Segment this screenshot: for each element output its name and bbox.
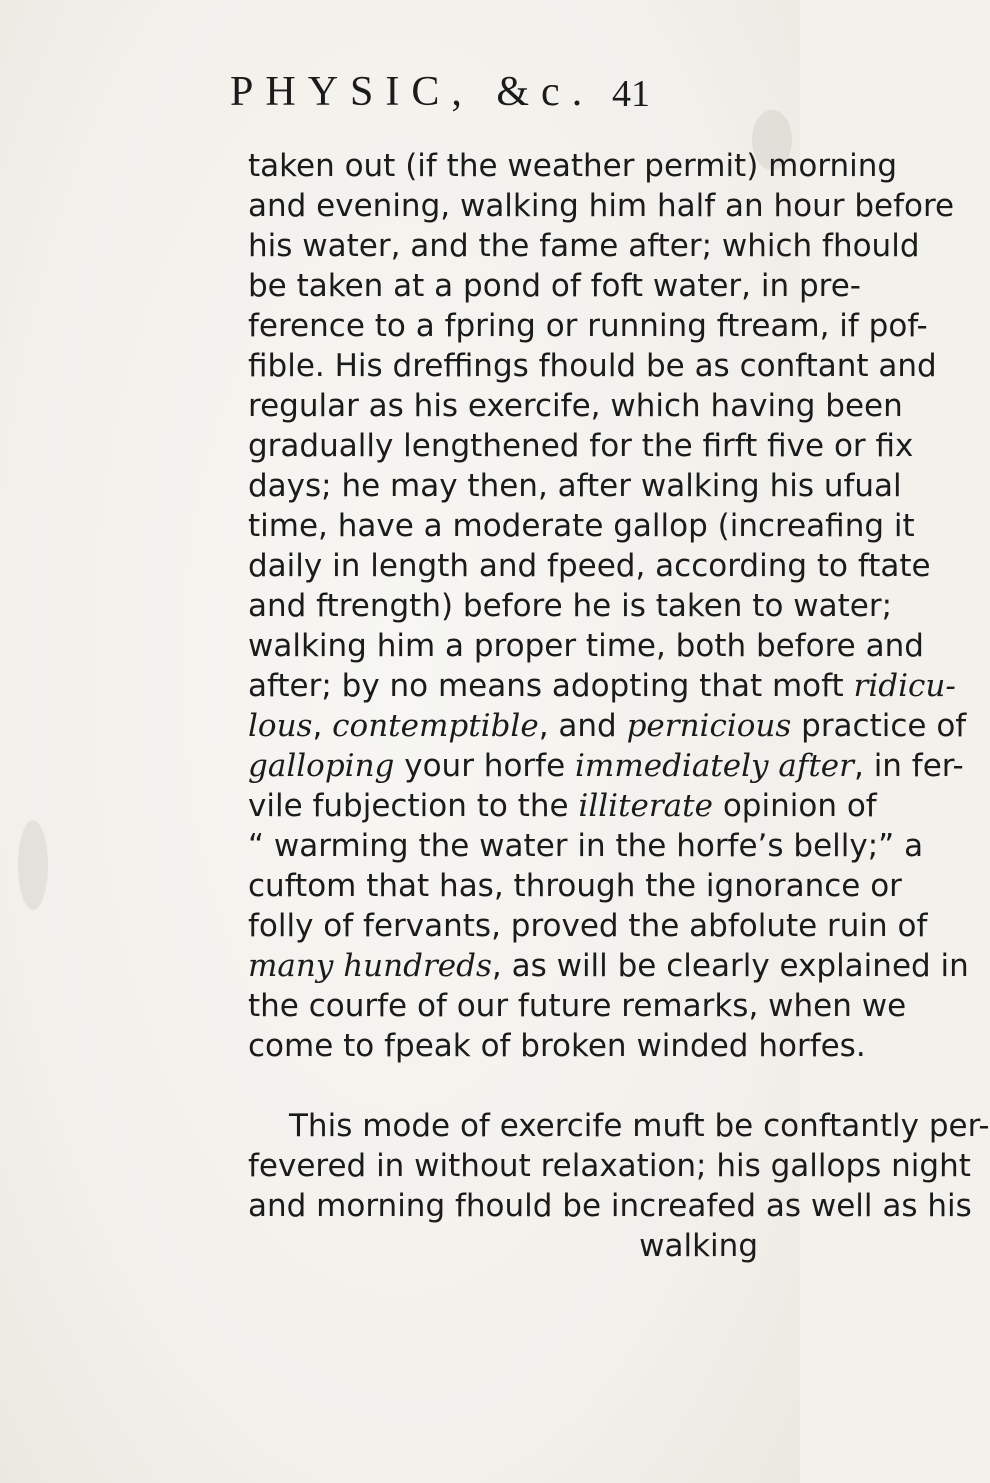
text-line: and ftrength) before he is taken to water; xyxy=(248,588,893,624)
text-line: This mode of exercife muft be conftantly per- xyxy=(289,1108,990,1144)
text-line: “ warming the water in the horfe’s belly;” a xyxy=(248,828,924,864)
italic-word: galloping xyxy=(248,748,395,784)
text-line xyxy=(248,746,964,786)
text-line: the courfe of our future remarks, when we xyxy=(248,988,907,1024)
italic-word: pernicious xyxy=(626,708,792,744)
text-run: practice of xyxy=(791,708,967,744)
text-line: fevered in without relaxation; his gallops night xyxy=(248,1148,971,1184)
text-line xyxy=(248,666,956,706)
text-run: , xyxy=(312,708,333,744)
text-line: walking him a proper time, both before and xyxy=(248,628,924,664)
text-line: be taken at a pond of foft water, in pre- xyxy=(248,268,861,304)
text-line: time, have a moderate gallop (increafing it xyxy=(248,508,915,544)
text-line: and morning fhould be increafed as well as his xyxy=(248,1188,972,1224)
text-run: after; by no means adopting that moft xyxy=(248,668,854,704)
catchword: walking xyxy=(639,1228,758,1264)
text-line: daily in length and fpeed, according to ftate xyxy=(248,548,931,584)
text-line: days; he may then, after walking his ufual xyxy=(248,468,902,504)
italic-word: lous xyxy=(248,708,313,744)
italic-word: ridicu- xyxy=(853,668,956,704)
text-line: and evening, walking him half an hour before xyxy=(248,188,955,224)
text-run: , and xyxy=(538,708,627,744)
text-run: your horfe xyxy=(394,748,576,784)
page-number: 41 xyxy=(612,73,650,115)
text-line: regular as his exercife, which having been xyxy=(248,388,903,424)
text-run: vile fubjection to the xyxy=(248,788,579,824)
text-line: cuftom that has, through the ignorance or xyxy=(248,868,902,904)
italic-word: contemptible xyxy=(332,708,539,744)
text-run: , as will be clearly explained in xyxy=(491,948,969,984)
italic-word: many hundreds xyxy=(248,948,492,984)
text-line: gradually lengthened for the firft five or fix xyxy=(248,428,914,464)
text-line: folly of fervants, proved the abfolute ruin of xyxy=(248,908,928,944)
text-line xyxy=(248,946,969,986)
italic-word: immediately after xyxy=(575,748,854,784)
text-line: fible. His dreffings fhould be as conftant and xyxy=(248,348,937,384)
text-line: come to fpeak of broken winded horfes. xyxy=(248,1028,866,1064)
text-line xyxy=(248,706,967,746)
italic-word: illiterate xyxy=(578,788,713,824)
text-run: opinion of xyxy=(712,788,877,824)
text-line xyxy=(248,786,877,826)
text-line: his water, and the fame after; which fhould xyxy=(248,228,920,264)
text-line: taken out (if the weather permit) morning xyxy=(248,148,898,184)
text-run: , in fer- xyxy=(853,748,964,784)
running-title: PHYSIC, &c. xyxy=(230,69,595,115)
text-line: ference to a fpring or running ftream, if pof- xyxy=(248,308,928,344)
